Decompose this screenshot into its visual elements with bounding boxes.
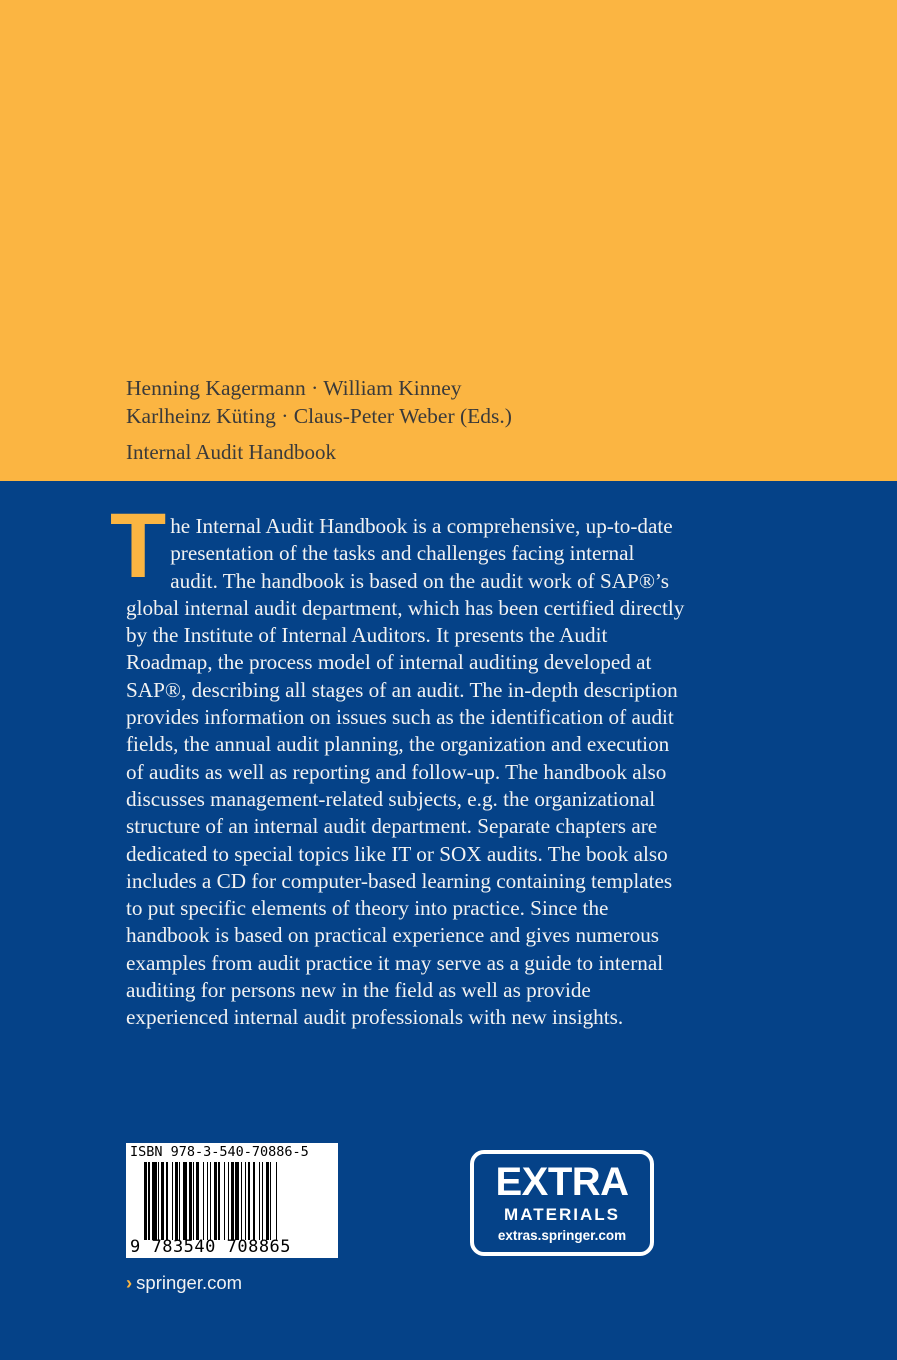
barcode-stripe: [224, 1162, 225, 1240]
barcode-stripe: [214, 1162, 217, 1240]
barcode-stripe: [248, 1162, 251, 1240]
isbn-barcode: [126, 1143, 338, 1258]
blurb-text: he Internal Audit Handbook is a comprehensive, up-to-date presentation of the tasks and challenges facing internal audit. The handbook is based on the audit work of SAP®’s global internal audit department, which has been certified directly by the Institute of Internal Auditors. It presents the Audit Roadmap, the process model of internal auditing developed at SAP®, describing all stages of an audit. The in-depth description provides information on issues such as the identification of audit fields, the annual audit planning, the organization and execution of audits as well as reporting and follow-up. The handbook also discusses management-related subjects, e.g. the organizational structure of an internal audit department. Separate chapters are dedicated to special topics like IT or SOX audits. The book also includes a CD for computer-based learning containing templates to put specific elements of theory into practice. Since the handbook is based on practical experience and gives numerous examples from audit practice it may serve as a guide to internal auditing for persons new in the field as well as provide experienced internal audit professionals with new insights.: [126, 514, 685, 1030]
ean-number: 9 783540 708865: [130, 1237, 292, 1257]
chevron-right-icon: ›: [126, 1272, 133, 1293]
barcode-stripe: [193, 1162, 194, 1240]
editors-line-2: Karlheinz Küting · Claus-Peter Weber (Eds.): [126, 404, 512, 428]
isbn-label: ISBN 978-3-540-70886-5: [130, 1144, 309, 1160]
barcode-stripe: [158, 1162, 159, 1240]
barcode-stripe: [172, 1162, 173, 1240]
barcode-stripe: [183, 1162, 187, 1240]
barcode-stripe: [218, 1162, 219, 1240]
back-cover-blurb: [110, 495, 686, 1032]
drop-cap: T: [110, 495, 167, 597]
barcode-stripe: [203, 1162, 204, 1240]
barcode-stripe: [241, 1162, 242, 1240]
barcode-stripe: [245, 1162, 246, 1240]
editors: [126, 374, 512, 430]
barcode-stripe: [152, 1162, 156, 1240]
publisher-url: springer.com: [136, 1272, 243, 1293]
barcode-stripe: [228, 1162, 229, 1240]
barcode-stripe: [231, 1162, 234, 1240]
barcode-stripe: [262, 1162, 263, 1240]
barcode-stripe: [196, 1162, 199, 1240]
barcode-stripe: [253, 1162, 254, 1240]
publisher-link[interactable]: [126, 1272, 242, 1294]
extra-materials-badge[interactable]: [470, 1150, 654, 1256]
extra-badge-title: EXTRA: [495, 1160, 629, 1204]
book-title: Internal Audit Handbook: [126, 440, 336, 464]
barcode-stripe: [166, 1162, 167, 1240]
editors-line-1: Henning Kagermann · William Kinney: [126, 376, 462, 400]
barcode-stripe: [270, 1162, 271, 1240]
barcode-stripe: [207, 1162, 208, 1240]
barcode-stripe: [276, 1162, 277, 1240]
extra-badge-subtitle: MATERIALS: [504, 1205, 620, 1224]
barcode-stripe: [259, 1162, 260, 1240]
barcode-stripe: [189, 1162, 192, 1240]
barcode-stripe: [175, 1162, 178, 1240]
barcode-stripe: [144, 1162, 147, 1240]
barcode-stripe: [179, 1162, 180, 1240]
barcode-stripe: [235, 1162, 239, 1240]
barcode-bars: [144, 1162, 332, 1240]
extra-badge-url: extras.springer.com: [497, 1228, 627, 1243]
barcode-stripe: [266, 1162, 269, 1240]
barcode-stripe: [161, 1162, 164, 1240]
barcode-stripe: [210, 1162, 211, 1240]
barcode-stripe: [148, 1162, 149, 1240]
